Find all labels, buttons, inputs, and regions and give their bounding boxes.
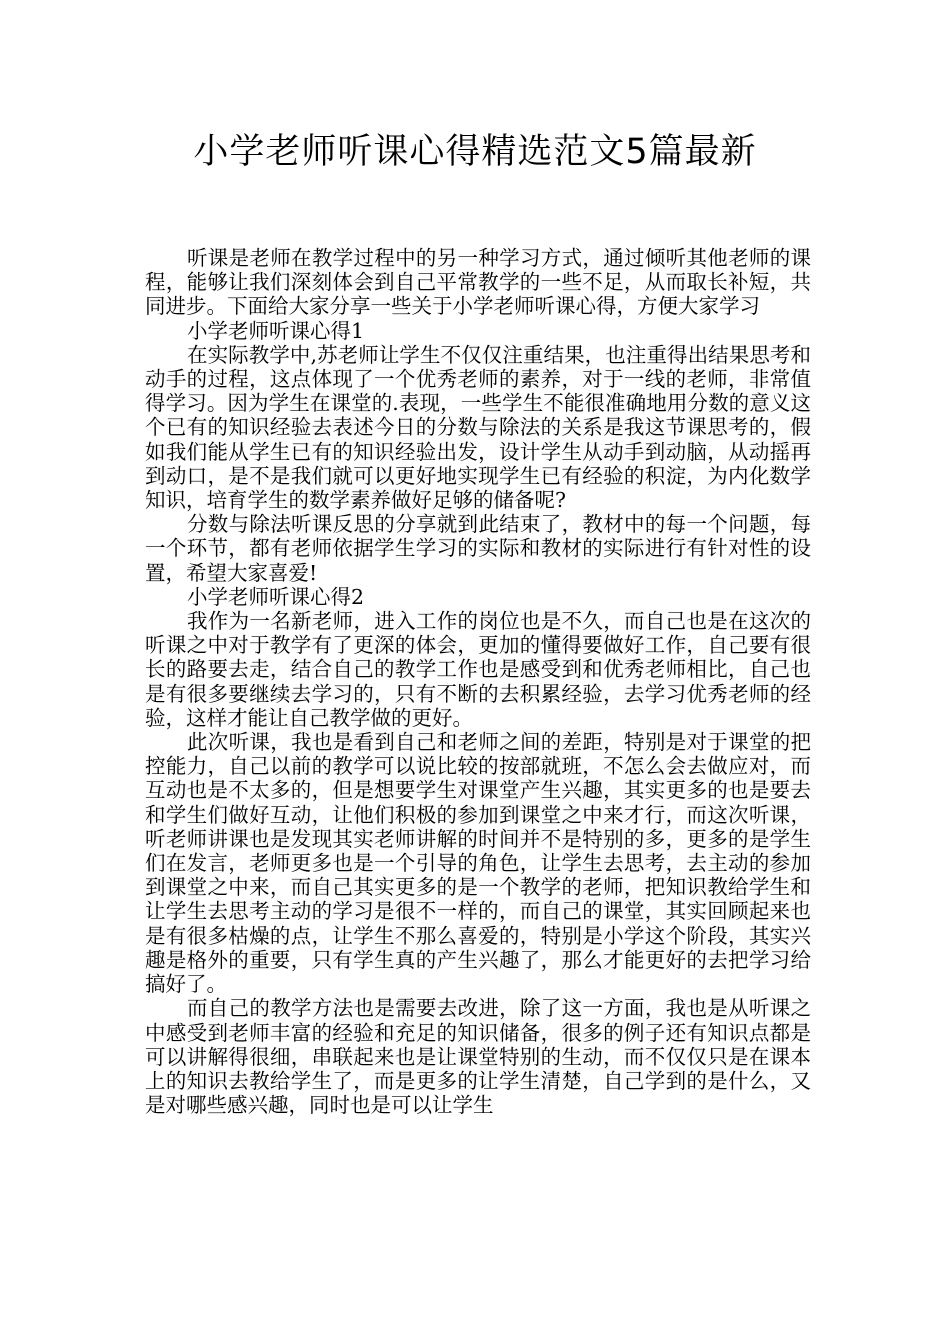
body-paragraph: 而自己的教学方法也是需要去改进，除了这一方面，我也是从听课之中感受到老师丰富的经验和充足的知识储备，很多的例子还有知识点都是可以讲解得很细，串联起来也是让课堂特别的生动，而不仅仅只是在课本上的知识去教给学生了，而是更多的让学生清楚，自己学到的是什么，又是对哪些感兴趣，同时也是可以让学生 [145,996,811,1118]
body-paragraph: 分数与除法听课反思的分享就到此结束了，教材中的每一个问题，每一个环节，都有老师依据学生学习的实际和教材的实际进行有针对性的设置，希望大家喜爱! [145,512,811,585]
body-paragraph: 我作为一名新老师，进入工作的岗位也是不久，而自己也是在这次的听课之中对于教学有了更深的体会，更加的懂得要做好工作，自己要有很长的路要去走，结合自己的教学工作也是感受到和优秀老师相比，自己也是有很多要继续去学习的，只有不断的去积累经验，去学习优秀老师的经验，这样才能让自己教学做的更好。 [145,609,811,730]
document-body [145,246,811,1117]
body-paragraph: 此次听课，我也是看到自己和老师之间的差距，特别是对于课堂的把控能力，自己以前的教学可以说比较的按部就班，不怎么会去做应对，而互动也是不太多的，但是想要学生对课堂产生兴趣，其实更多的也是要去和学生们做好互动，让他们积极的参加到课堂之中来才行，而这次听课，听老师讲课也是发现其实老师讲解的时间并不是特别的多，更多的是学生们在发言，老师更多也是一个引导的角色，让学生去思考，去主动的参加到课堂之中来，而自己其实更多的是一个教学的老师，把知识教给学生和让学生去思考主动的学习是很不一样的，而自己的课堂，其实回顾起来也是有很多枯燥的点，让学生不那么喜爱的，特别是小学这个阶段，其实兴趣是格外的重要，只有学生真的产生兴趣了，那么才能更好的去把学习给搞好了。 [145,730,811,997]
body-paragraph: 在实际教学中,苏老师让学生不仅仅注重结果，也注重得出结果思考和动手的过程，这点体现了一个优秀老师的素养，对于一线的老师，非常值得学习。因为学生在课堂的.表现，一些学生不能很准确地用分数的意义这个已有的知识经验去表述今日的分数与除法的关系是我这节课思考的，假如我们能从学生已有的知识经验出发，设计学生从动手到动脑，从动摇再到动口，是不是我们就可以更好地实现学生已有经验的积淀，为内化数学知识，培育学生的数学素养做好足够的储备呢? [145,342,811,513]
intro-paragraph: 听课是老师在教学过程中的另一种学习方式，通过倾听其他老师的课程，能够让我们深刻体会到自己平常教学的一些不足，从而取长补短，共同进步。下面给大家分享一些关于小学老师听课心得，方便大家学习 [145,246,811,319]
document-title: 小学老师听课心得精选范文5篇最新 [193,132,757,172]
section-heading: 小学老师听课心得2 [187,584,365,609]
section-heading: 小学老师听课心得1 [187,318,365,343]
